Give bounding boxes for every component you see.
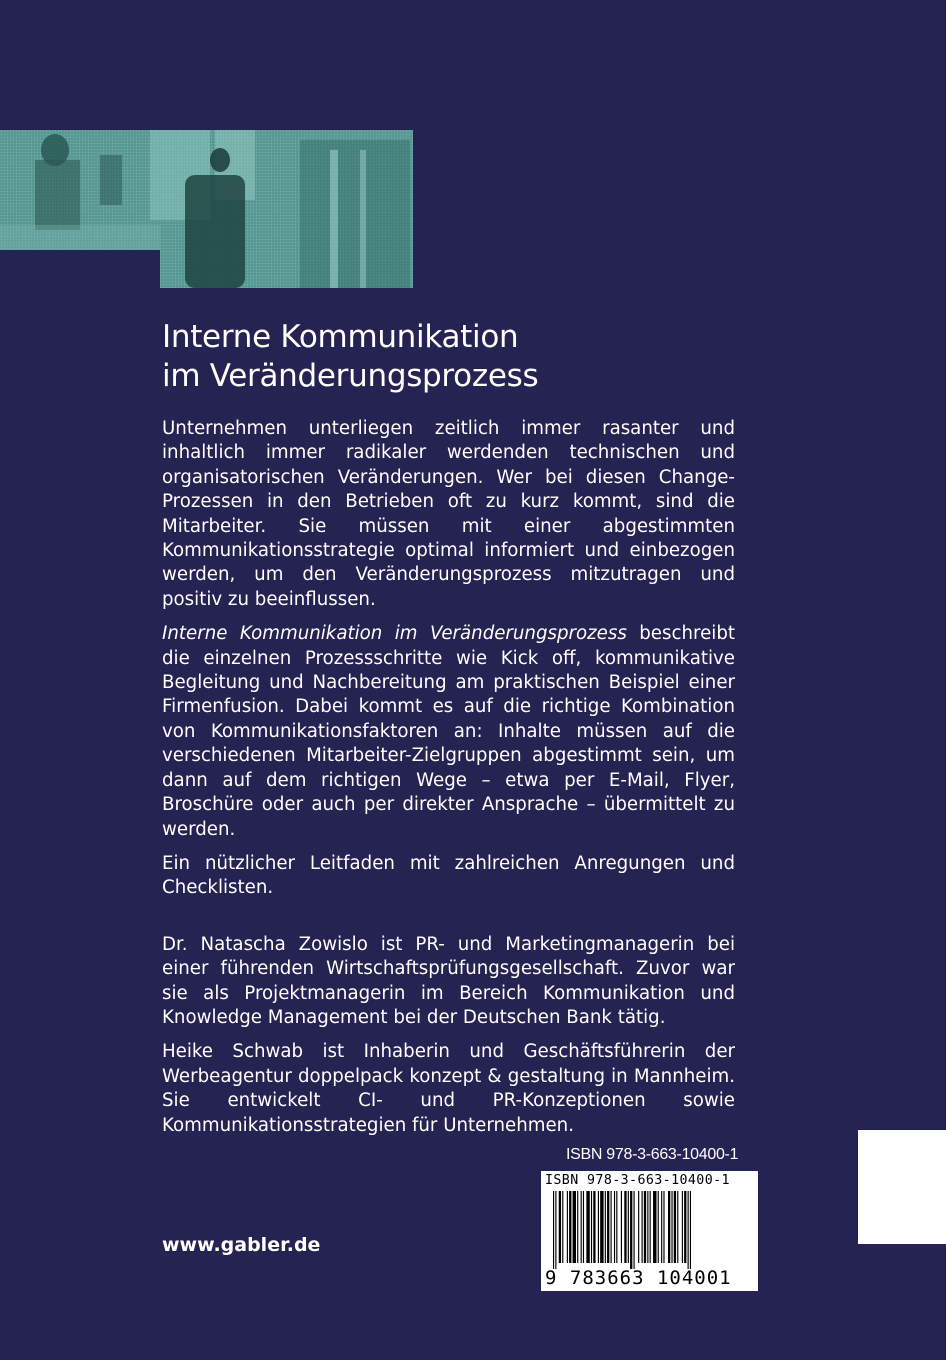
barcode-bar (650, 1191, 651, 1263)
barcode-bar (555, 1191, 556, 1269)
barcode-bar (630, 1191, 632, 1269)
barcode-bar (614, 1191, 615, 1263)
isbn-label: ISBN 978-3-663-10400-1 (566, 1146, 739, 1163)
barcode-bar (684, 1191, 686, 1263)
barcode-bar (598, 1191, 599, 1263)
blurb-paragraph-2 (162, 622, 735, 842)
barcode-bar (638, 1191, 639, 1263)
barcode-bar (567, 1191, 568, 1263)
barcode-bar (653, 1191, 656, 1263)
white-label-area (858, 1130, 946, 1244)
cover-photo (0, 130, 413, 288)
barcode-digits: 9 783663 104001 (545, 1267, 732, 1289)
barcode-isbn-text: ISBN 978-3-663-10400-1 (545, 1173, 730, 1188)
blurb (162, 417, 735, 1138)
barcode (541, 1171, 758, 1291)
barcode-bars (541, 1191, 758, 1271)
barcode-bar (642, 1191, 643, 1263)
book-title (162, 318, 782, 396)
barcode-bar (688, 1191, 689, 1269)
book-title-inline: Interne Kommunikation im Veränderungsprozess (162, 623, 627, 645)
barcode-bar (553, 1191, 554, 1269)
barcode-bar (562, 1191, 563, 1263)
barcode-bar (581, 1191, 582, 1263)
barcode-bar (611, 1191, 612, 1263)
barcode-bar (674, 1191, 676, 1263)
barcode-bar (607, 1191, 609, 1263)
barcode-bar (583, 1191, 584, 1263)
barcode-bar (661, 1191, 662, 1263)
barcode-bar (690, 1191, 691, 1269)
barcode-bar (658, 1191, 659, 1263)
title-line-1: Interne Kommunikation (162, 319, 519, 355)
barcode-bar (605, 1191, 606, 1263)
barcode-bar (628, 1191, 629, 1263)
barcode-bar (647, 1191, 648, 1263)
barcode-bar (586, 1191, 589, 1263)
barcode-bar (668, 1191, 670, 1263)
barcode-bar (682, 1191, 683, 1263)
publisher-url: www.gabler.de (162, 1234, 321, 1256)
barcode-bar (577, 1191, 578, 1263)
barcode-bar (634, 1191, 635, 1269)
barcode-bar (671, 1191, 672, 1263)
blurb-paragraph-2-text: beschreibt die einzelnen Prozessschritte wie Kick off, kommunikative Begleitung und Nachbereitung am praktischen Beispiel einer Firmenfusion. Dabei kommt es auf die richtige Kombination von Kommunikationsfaktoren an: Inhalte müssen auf die verschiedenen Mitarbeiter-Zielgruppen abgestimmt sein, um dann auf dem richtigen Wege – etwa per E-Mail, Flyer, Broschüre oder auch per direkter Ansprache – übermittelt zu werden. (162, 623, 735, 840)
title-line-2: im Veränderungsprozess (162, 358, 539, 394)
blurb-paragraph-1: Unternehmen unterliegen zeitlich immer rasanter und inhaltlich immer radikaler werdenden technischen und organisatorischen Veränderungen. Wer bei diesen Change-Prozessen in den Betrieben oft zu kurz kommt, sind die Mitarbeiter. Sie müssen mit einer abgestimmten Kommunikationsstrategie optimal informiert und einbezogen werden, um den Veränderungsprozess mitzutragen und positiv zu beeinflussen. (162, 418, 735, 610)
barcode-bar (573, 1191, 576, 1263)
barcode-bar (600, 1191, 603, 1263)
barcode-bar (569, 1191, 571, 1263)
author-bio-2: Heike Schwab ist Inhaberin und Geschäftsführerin der Werbeagentur doppelpack konzept & gestaltung in Mannheim. Sie entwickelt CI- und PR-Konzeptionen sowie Kommunikationsstrategien für Unternehmen. (162, 1041, 735, 1136)
barcode-bar (593, 1191, 595, 1263)
barcode-bar (663, 1191, 664, 1263)
barcode-bar (621, 1191, 622, 1263)
barcode-bar (591, 1191, 592, 1263)
barcode-bar (624, 1191, 626, 1263)
author-bio-1: Dr. Natascha Zowislo ist PR- und Marketingmanagerin bei einer führenden Wirtschaftsprüfungsgesellschaft. Zuvor war sie als Projektmanagerin im Bereich Kommunikation und Knowledge Management bei der Deutschen Bank tätig. (162, 933, 735, 1028)
barcode-bar (644, 1191, 646, 1263)
blurb-paragraph-3: Ein nützlicher Leitfaden mit zahlreichen Anregungen und Checklisten. (162, 852, 735, 899)
barcode-bar (677, 1191, 678, 1263)
barcode-bar (559, 1191, 561, 1263)
barcode-bar (616, 1191, 617, 1263)
